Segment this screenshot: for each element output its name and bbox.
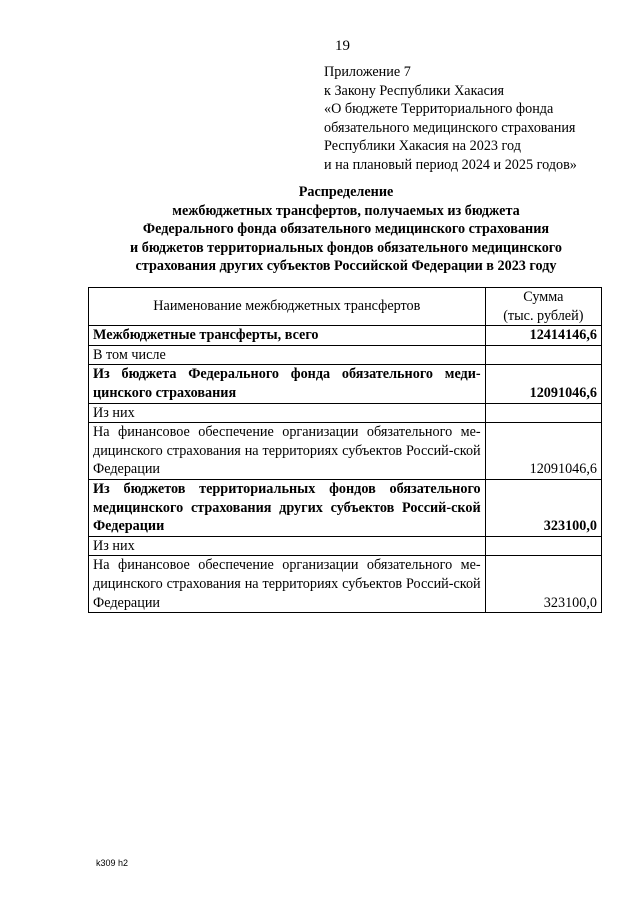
row-sum	[485, 536, 601, 556]
document-title	[90, 183, 602, 276]
row-sum	[485, 345, 601, 365]
row-sum: 12091046,6	[485, 365, 601, 403]
page-number: 19	[335, 38, 350, 54]
table-header-row	[89, 288, 602, 326]
document-code: k309 h2	[96, 858, 129, 868]
table-row	[89, 365, 602, 403]
row-name: На финансовое обеспечение организации обязательного ме-дицинского страхования на территориях субъектов Россий-ской Федерации	[89, 556, 486, 613]
table-row	[89, 556, 602, 613]
row-name: Из них	[89, 403, 486, 423]
title-line: страхования других субъектов Российской Федерации в 2023 году	[135, 258, 557, 275]
appendix-line: Республики Хакасия на 2023 год	[324, 138, 521, 155]
header-name-cell: Наименование межбюджетных трансфертов	[89, 288, 486, 326]
row-sum: 12414146,6	[485, 326, 601, 346]
row-sum	[485, 403, 601, 423]
appendix-line: Приложение 7	[324, 64, 411, 80]
appendix-line: «О бюджете Территориального фонда	[324, 101, 554, 118]
header-sum-cell	[485, 288, 601, 326]
row-name: Из бюджета Федерального фонда обязательного меди-цинского страхования	[89, 365, 486, 403]
title-line: и бюджетов территориальных фондов обязательного медицинского	[130, 239, 562, 256]
row-name: На финансовое обеспечение организации обязательного ме-дицинского страхования на территориях субъектов Россий-ской Федерации	[89, 423, 486, 480]
table-row	[89, 536, 602, 556]
appendix-reference	[324, 63, 577, 175]
row-sum: 323100,0	[485, 479, 601, 536]
table-row	[89, 345, 602, 365]
title-line: межбюджетных трансфертов, получаемых из бюджета	[172, 202, 520, 219]
transfers-table	[88, 287, 602, 613]
table-row	[89, 479, 602, 536]
row-name: Из бюджетов территориальных фондов обязательного медицинского страхования других субъектов Россий-ской Федерации	[89, 479, 486, 536]
appendix-line: и на плановый период 2024 и 2025 годов»	[324, 156, 577, 173]
header-sum-unit: (тыс. рублей)	[503, 307, 584, 324]
row-sum: 12091046,6	[485, 423, 601, 480]
table-row	[89, 423, 602, 480]
appendix-line: к Закону Республики Хакасия	[324, 82, 504, 99]
table-row	[89, 403, 602, 423]
row-name: В том числе	[89, 345, 486, 365]
row-name: Из них	[89, 536, 486, 556]
table-row	[89, 326, 602, 346]
header-sum-line: Сумма	[523, 289, 564, 305]
row-name: Межбюджетные трансферты, всего	[89, 326, 486, 346]
title-line: Распределение	[298, 184, 394, 200]
appendix-line: обязательного медицинского страхования	[324, 119, 576, 136]
title-line: Федерального фонда обязательного медицинского страхования	[142, 221, 550, 238]
row-sum: 323100,0	[485, 556, 601, 613]
